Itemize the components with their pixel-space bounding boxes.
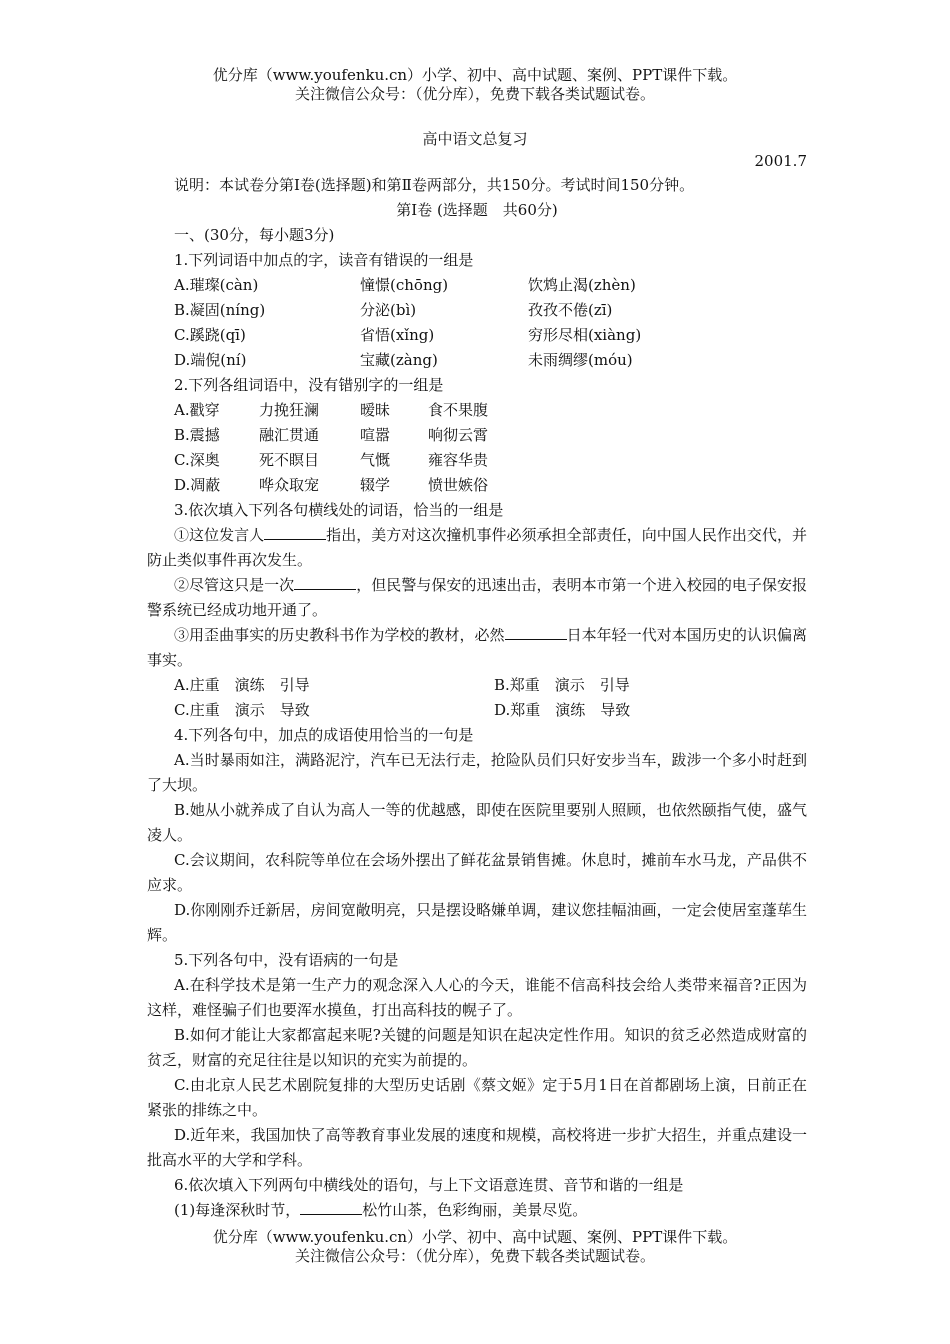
q1-stem: 1.下列词语中加点的字，读音有错误的一组是 — [174, 251, 474, 269]
page-footer — [0, 1228, 950, 1266]
q2-cell: 辍学 — [360, 476, 391, 494]
exam-note: 说明：本试卷分第Ⅰ卷(选择题)和第Ⅱ卷两部分，共150分。考试时间150分钟。 — [174, 176, 695, 194]
q2-cell: 力挽狂澜 — [259, 401, 320, 419]
q3-s3-start: ③用歪曲事实的历史教科书作为学校的教材，必然 — [174, 626, 505, 644]
q4-option-c: C.会议期间，农科院等单位在会场外摆出了鲜花盆景销售摊。休息时，摊前车水马龙，产品供不应求。 — [147, 851, 807, 894]
q1-cell: C.蹊跷(qī) — [174, 326, 246, 344]
q1-options — [147, 273, 807, 373]
q5-option-b: B.如何才能让大家都富起来呢?关键的问题是知识在起决定性作用。知识的贫乏必然造成财富的贫乏，财富的充足往往是以知识的充实为前提的。 — [147, 1026, 807, 1069]
header-line-1: 优分库（www.youfenku.cn）小学、初中、高中试题、案例、PPT课件下载。 — [212, 66, 738, 84]
q6-l1-start: (1)每逢深秋时节， — [174, 1201, 301, 1219]
q1-cell: B.凝固(níng) — [174, 301, 266, 319]
header-line-2: 关注微信公众号：（优分库），免费下载各类试题试卷。 — [294, 85, 655, 103]
q3-options — [147, 673, 807, 723]
q3-stem: 3.依次填入下列各句横线处的词语，恰当的一组是 — [174, 501, 504, 519]
q3-s3-end: 日本年轻一代对本国历史的认识偏离事实。 — [147, 626, 807, 669]
q1-cell: A.璀璨(càn) — [174, 276, 259, 294]
q1-cell: 省悟(xǐng) — [360, 326, 435, 344]
q2-cell: B.震撼 — [174, 426, 220, 444]
fill-blank — [294, 574, 356, 590]
q5-option-a: A.在科学技术是第一生产力的观念深入人心的今天，谁能不信高科技会给人类带来福音?正因为这样，难怪骗子们也要浑水摸鱼，打出高科技的幌子了。 — [147, 976, 807, 1019]
q5-option-d: D.近年来，我国加快了高等教育事业发展的速度和规模，高校将进一步扩大招生，并重点建设一批高水平的大学和学科。 — [147, 1126, 807, 1169]
q2-option-row — [174, 423, 807, 448]
q1-cell: 憧憬(chōng) — [360, 276, 449, 294]
q5-stem: 5.下列各句中，没有语病的一句是 — [174, 951, 399, 969]
q2-cell: 雍容华贵 — [428, 451, 489, 469]
q2-option-row — [174, 473, 807, 498]
q2-cell: C.深奥 — [174, 451, 220, 469]
q2-cell: 暧昧 — [360, 401, 391, 419]
q2-cell: 死不瞑目 — [259, 451, 320, 469]
q3-option-row — [174, 673, 807, 698]
q3-option-d: D.郑重 演练 导致 — [494, 701, 631, 719]
q3-option-b: B.郑重 演示 引导 — [494, 676, 630, 694]
q6-l1-end: 松竹山茶，色彩绚丽，美景尽览。 — [362, 1201, 588, 1219]
fill-blank — [264, 524, 326, 540]
q2-cell: 气慨 — [360, 451, 391, 469]
footer-line-1: 优分库（www.youfenku.cn）小学、初中、高中试题、案例、PPT课件下载。 — [212, 1228, 738, 1246]
q2-stem: 2.下列各组词语中，没有错别字的一组是 — [174, 376, 444, 394]
q2-cell: 响彻云霄 — [428, 426, 489, 444]
q3-sentence-3 — [147, 623, 807, 673]
q1-option-row — [174, 273, 807, 298]
q1-cell: 饮鸩止渴(zhèn) — [528, 276, 636, 294]
q3-s2-start: ②尽管这只是一次 — [174, 576, 295, 594]
q6-line-1 — [147, 1198, 807, 1223]
q2-cell: 愤世嫉俗 — [428, 476, 489, 494]
q2-cell: D.凋蔽 — [174, 476, 221, 494]
q2-option-row — [174, 448, 807, 473]
page-header — [0, 66, 950, 104]
q4-option-d: D.你刚刚乔迁新居，房间宽敞明亮，只是摆设略嫌单调，建议您挂幅油画，一定会使居室蓬荜生辉。 — [147, 901, 807, 944]
q4-option-b: B.她从小就养成了自认为高人一等的优越感，即使在医院里要别人照顾，也依然颐指气使，盛气凌人。 — [147, 801, 807, 844]
section-heading: 一、(30分，每小题3分) — [174, 226, 335, 244]
q1-option-row — [174, 323, 807, 348]
q3-sentence-2 — [147, 573, 807, 623]
q1-cell: 宝藏(zàng) — [360, 351, 438, 369]
q1-cell: 穷形尽相(xiàng) — [528, 326, 642, 344]
q1-cell: 未雨绸缪(móu) — [528, 351, 633, 369]
q3-s2-end: ，但民警与保安的迅速出击，表明本市第一个进入校园的电子保安报警系统已经成功地开通了。 — [147, 576, 807, 619]
exam-date: 2001.7 — [754, 152, 807, 170]
q2-cell: 哗众取宠 — [259, 476, 320, 494]
q1-cell: 孜孜不倦(zī) — [528, 301, 613, 319]
page-title: 高中语文总复习 — [422, 130, 528, 148]
q1-option-row — [174, 298, 807, 323]
q2-options — [147, 398, 807, 498]
q3-option-row — [174, 698, 807, 723]
q3-option-c: C.庄重 演示 导致 — [174, 701, 310, 719]
q4-stem: 4.下列各句中，加点的成语使用恰当的一句是 — [174, 726, 474, 744]
q1-cell: D.端倪(ní) — [174, 351, 247, 369]
q3-option-a: A.庄重 演练 引导 — [174, 676, 310, 694]
q6-stem: 6.依次填入下列两句中横线处的语句，与上下文语意连贯、音节和谐的一组是 — [174, 1176, 684, 1194]
exam-content — [147, 173, 807, 1223]
q1-option-row — [174, 348, 807, 373]
q3-s1-end: 指出，美方对这次撞机事件必须承担全部责任，向中国人民作出交代，并防止类似事件再次发生。 — [147, 526, 807, 569]
q2-option-row — [174, 398, 807, 423]
q2-cell: 食不果腹 — [428, 401, 489, 419]
q2-cell: 喧嚣 — [360, 426, 391, 444]
q2-cell: A.戳穿 — [174, 401, 220, 419]
q3-s1-start: ①这位发言人 — [174, 526, 265, 544]
fill-blank — [300, 1199, 362, 1215]
q2-cell: 融汇贯通 — [259, 426, 320, 444]
q5-option-c: C.由北京人民艺术剧院复排的大型历史话剧《蔡文姬》定于5月1日在首都剧场上演，日前正在紧张的排练之中。 — [147, 1076, 807, 1119]
q4-option-a: A.当时暴雨如注，满路泥泞，汽车已无法行走，抢险队员们只好安步当车，跋涉一个多小时赶到了大坝。 — [147, 751, 807, 794]
q1-cell: 分泌(bì) — [360, 301, 417, 319]
footer-line-2: 关注微信公众号：（优分库），免费下载各类试题试卷。 — [294, 1247, 655, 1265]
volume-heading: 第Ⅰ卷 (选择题 共60分) — [396, 201, 558, 219]
fill-blank — [505, 624, 567, 640]
q3-sentence-1 — [147, 523, 807, 573]
